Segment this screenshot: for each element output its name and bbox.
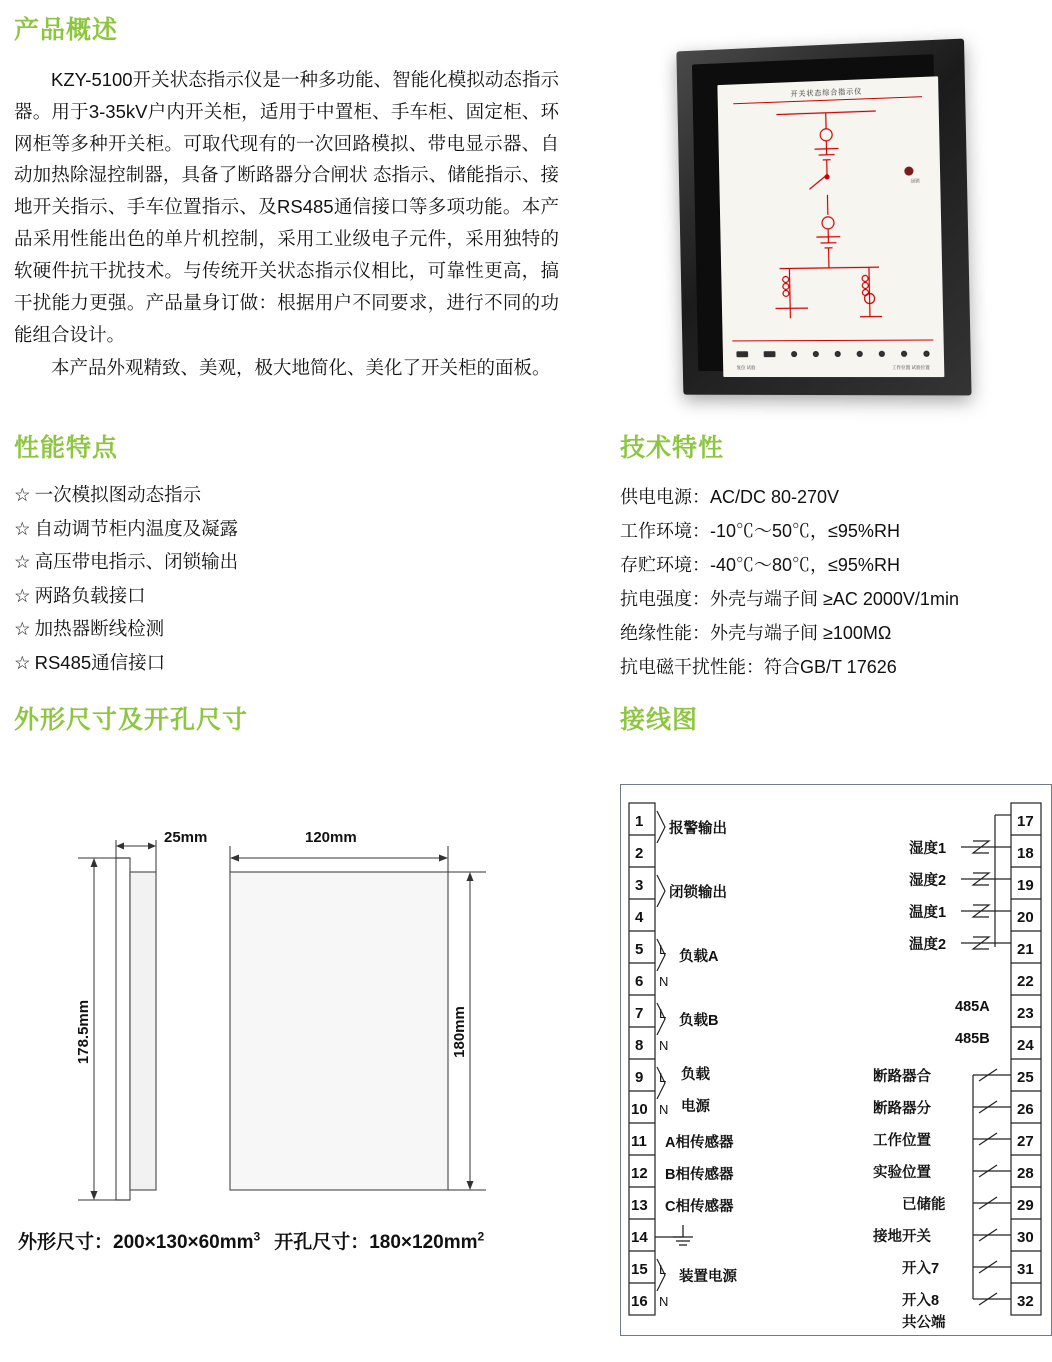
overview-section xyxy=(14,10,574,384)
reset-switch[interactable] xyxy=(736,351,748,357)
svg-text:5: 5 xyxy=(635,941,644,958)
cutout-dimension-label: 开孔尺寸： xyxy=(274,1232,370,1253)
performance-list xyxy=(14,486,574,672)
svg-text:工作位置: 工作位置 xyxy=(873,1133,931,1149)
width-dimension-label: 120mm xyxy=(305,829,357,846)
svg-text:18: 18 xyxy=(1017,845,1034,862)
svg-text:L: L xyxy=(659,1262,667,1277)
faceplate-bottom-rule xyxy=(732,339,933,341)
svg-text:485B: 485B xyxy=(955,1031,990,1047)
svg-text:A相传感器: A相传感器 xyxy=(665,1135,734,1151)
svg-text:湿度1: 湿度1 xyxy=(909,841,947,857)
svg-text:30: 30 xyxy=(1017,1229,1034,1246)
svg-text:温度2: 温度2 xyxy=(909,937,947,953)
svg-text:22: 22 xyxy=(1017,973,1034,990)
svg-text:7: 7 xyxy=(635,1005,644,1022)
dimensions-section xyxy=(14,700,594,736)
test-switch[interactable] xyxy=(764,351,776,357)
svg-text:15: 15 xyxy=(631,1261,648,1278)
faceplate-title: 开关状态综合指示仪 xyxy=(790,88,863,99)
outline-dimension-sup: 3 xyxy=(253,1229,261,1244)
faceplate-bottom-labels xyxy=(737,365,930,371)
device-faceplate xyxy=(717,76,944,377)
svg-text:14: 14 xyxy=(631,1229,648,1246)
svg-text:2: 2 xyxy=(635,845,644,862)
faceplate-label-left: 复位 试验 xyxy=(736,365,756,371)
svg-text:共公端: 共公端 xyxy=(902,1315,946,1331)
status-led-6 xyxy=(901,351,907,357)
svg-text:28: 28 xyxy=(1017,1165,1034,1182)
star-icon: ☆ xyxy=(14,484,31,505)
list-item: 存贮环境：-40℃～80℃，≤95%RH xyxy=(620,555,900,575)
cutout-dimension-value: 180×120mm xyxy=(369,1232,478,1253)
svg-text:16: 16 xyxy=(631,1293,648,1310)
svg-text:9: 9 xyxy=(635,1069,644,1086)
svg-text:6: 6 xyxy=(635,973,644,990)
svg-text:实验位置: 实验位置 xyxy=(873,1165,931,1181)
list-item xyxy=(14,651,574,673)
svg-text:闭锁输出: 闭锁输出 xyxy=(669,885,727,901)
svg-text:12: 12 xyxy=(631,1165,648,1182)
performance-item-label: RS485通信接口 xyxy=(34,651,166,673)
height-right-dimension-label: 180mm xyxy=(451,1006,468,1058)
svg-text:N: N xyxy=(659,1102,669,1117)
star-icon: ☆ xyxy=(14,551,31,572)
svg-text:已储能: 已储能 xyxy=(902,1197,946,1213)
dimensions-caption xyxy=(18,1227,484,1254)
svg-text:25: 25 xyxy=(1017,1069,1034,1086)
device-bezel-inner xyxy=(692,54,940,371)
svg-text:32: 32 xyxy=(1017,1293,1034,1310)
faceplate-label-right: 工作位置 试验位置 xyxy=(891,364,930,370)
svg-text:接地开关: 接地开关 xyxy=(873,1229,931,1245)
svg-text:L: L xyxy=(659,942,667,957)
device-bezel xyxy=(676,39,971,396)
technical-list xyxy=(620,488,1040,676)
svg-text:报警输出: 报警输出 xyxy=(669,821,727,837)
list-item: 绝缘性能：外壳与端子间 ≥100MΩ xyxy=(620,623,892,643)
svg-text:23: 23 xyxy=(1017,1005,1034,1022)
wiring-title: 接线图 xyxy=(620,706,699,734)
list-item: 抗电强度：外壳与端子间 ≥AC 2000V/1min xyxy=(620,589,959,609)
svg-text:负载: 负载 xyxy=(681,1067,710,1083)
svg-text:3: 3 xyxy=(635,877,644,894)
outline-dimension-value: 200×130×60mm xyxy=(113,1232,254,1253)
svg-text:负载B: 负载B xyxy=(679,1013,719,1029)
status-led-7 xyxy=(923,351,929,357)
svg-text:21: 21 xyxy=(1017,941,1034,958)
svg-text:19: 19 xyxy=(1017,877,1034,894)
svg-text:断路器分: 断路器分 xyxy=(873,1101,931,1117)
svg-text:断路器合: 断路器合 xyxy=(873,1069,931,1085)
star-icon: ☆ xyxy=(14,651,31,673)
svg-text:13: 13 xyxy=(631,1197,648,1214)
performance-item-label: 自动调节柜内温度及凝露 xyxy=(34,517,239,539)
outline-dimension-label: 外形尺寸： xyxy=(18,1232,114,1253)
overview-title: 产品概述 xyxy=(14,16,119,44)
svg-text:4: 4 xyxy=(635,909,644,926)
svg-text:485A: 485A xyxy=(955,999,990,1015)
svg-text:17: 17 xyxy=(1017,813,1034,830)
star-icon: ☆ xyxy=(14,584,31,606)
list-item xyxy=(14,553,574,572)
performance-item-label: 一次模拟图动态指示 xyxy=(34,484,202,505)
status-led-4 xyxy=(857,351,863,357)
svg-text:20: 20 xyxy=(1017,909,1034,926)
device-photo xyxy=(676,45,976,400)
svg-text:11: 11 xyxy=(631,1133,647,1150)
overview-body xyxy=(14,64,559,384)
svg-text:N: N xyxy=(659,1038,669,1053)
list-item xyxy=(14,584,574,606)
svg-text:N: N xyxy=(659,974,669,989)
performance-section xyxy=(14,428,574,687)
svg-text:26: 26 xyxy=(1017,1101,1034,1118)
list-item: 工作环境：-10℃～50℃，≤95%RH xyxy=(620,521,900,541)
wiring-section xyxy=(620,700,1050,736)
svg-text:31: 31 xyxy=(1017,1261,1034,1278)
technical-section xyxy=(620,428,1040,692)
overview-paragraph-1: KZY-5100开关状态指示仪是一种多功能、智能化模拟动态指示器。用于3-35kV户内开关柜，适用于中置柜、手车柜、固定柜、环网柜等多种开关柜。可取代现有的一次回路模拟、带电显示器、自动加热除湿控制器，具备了断路器分合闸状 态指示、储能指示、接 地开关指示、手车位置指示、及RS485通信接口等多项功能。本产品采用性能出色的单片机控制，采用工业级电子元件，采用独特的软硬件抗干扰技术。与传统开关状态指示仪相比，可靠性更高，搞干扰能力更强。产品量身订做：根据用户不同要求，进行不同的功能组合设计。 xyxy=(14,69,559,345)
svg-text:B相传感器: B相传感器 xyxy=(665,1167,734,1183)
cutout-dimension-sup: 2 xyxy=(477,1229,485,1244)
list-item xyxy=(14,620,574,639)
status-led-5 xyxy=(879,351,885,357)
svg-text:C相传感器: C相传感器 xyxy=(665,1199,734,1215)
list-item: 抗电磁干扰性能：符合GB/T 17626 xyxy=(620,657,897,677)
svg-text:装置电源: 装置电源 xyxy=(679,1269,737,1285)
svg-text:温度1: 温度1 xyxy=(909,905,947,921)
svg-text:L: L xyxy=(659,1006,667,1021)
lock-indicator-label: 闭锁 xyxy=(910,178,920,184)
svg-text:29: 29 xyxy=(1017,1197,1034,1214)
performance-title: 性能特点 xyxy=(14,434,119,462)
performance-item-label: 高压带电指示、闭锁输出 xyxy=(34,551,239,572)
svg-text:27: 27 xyxy=(1017,1133,1034,1150)
overview-paragraph-2: 本产品外观精致、美观，极大地简化、美化了开关柜的面板。 xyxy=(51,357,551,379)
star-icon: ☆ xyxy=(14,517,31,539)
faceplate-control-row xyxy=(736,351,929,358)
status-led-2 xyxy=(813,351,819,357)
depth-dimension-label: 25mm xyxy=(164,829,208,846)
svg-text:电源: 电源 xyxy=(681,1099,710,1115)
technical-title: 技术特性 xyxy=(620,434,725,462)
svg-text:L: L xyxy=(659,1070,667,1085)
svg-text:湿度2: 湿度2 xyxy=(909,873,947,889)
dimensions-title: 外形尺寸及开孔尺寸 xyxy=(14,706,249,734)
performance-item-label: 两路负载接口 xyxy=(34,584,146,606)
list-item xyxy=(14,486,574,505)
list-item xyxy=(14,517,574,539)
svg-text:8: 8 xyxy=(635,1037,644,1054)
mimic-diagram-icon xyxy=(718,99,944,334)
svg-text:N: N xyxy=(659,1294,669,1309)
height-left-dimension-label: 178.5mm xyxy=(75,999,92,1065)
performance-item-label: 加热器断线检测 xyxy=(34,618,165,639)
status-led-1 xyxy=(791,351,797,357)
dimensions-drawing xyxy=(20,800,580,1220)
status-led-3 xyxy=(835,351,841,357)
svg-text:10: 10 xyxy=(631,1101,648,1118)
wiring-diagram xyxy=(620,784,1052,1336)
svg-text:开入7: 开入7 xyxy=(902,1261,940,1277)
svg-text:开入8: 开入8 xyxy=(902,1293,940,1309)
svg-text:负载A: 负载A xyxy=(679,949,719,965)
list-item: 供电电源：AC/DC 80-270V xyxy=(620,487,840,507)
svg-text:24: 24 xyxy=(1017,1037,1034,1054)
svg-text:1: 1 xyxy=(635,813,644,830)
star-icon: ☆ xyxy=(14,618,31,639)
